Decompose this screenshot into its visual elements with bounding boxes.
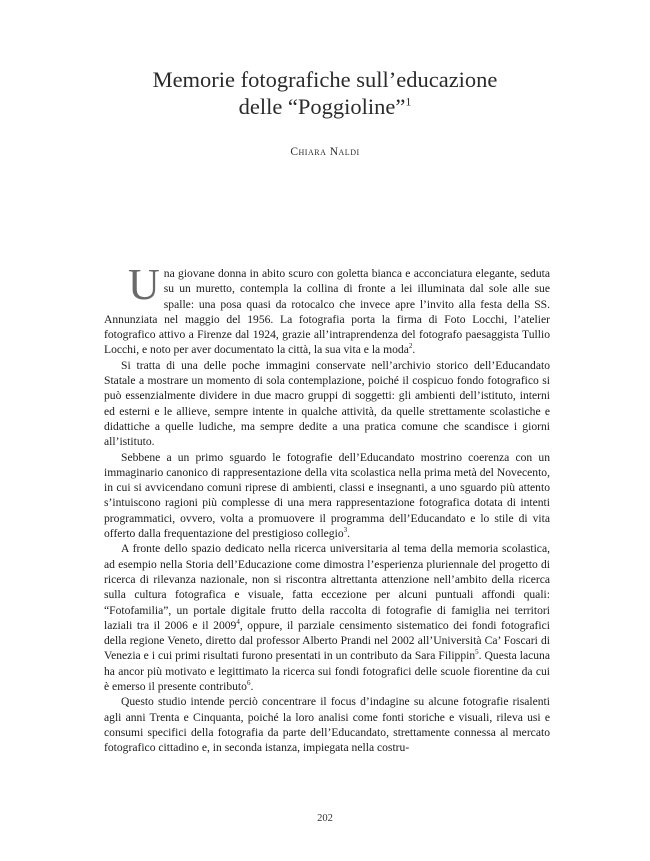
paragraph-3	[104, 450, 550, 542]
title-footnote-ref[interactable]: 1	[405, 94, 412, 109]
footnote-ref-4[interactable]: 4	[236, 617, 240, 626]
paragraph-2: Si tratta di una delle poche immagini conservate nell’archivio storico dell’Educandato Statale a mostrare un momento di sola contemplazione, poiché il cospicuo fondo fotografico si può essenzialmente dividere in due macro gruppi di soggetti: gli ambienti dell’istituto, interni ed esterni e le allieve, sempre intente in qualche attività, da quelle strettamente scolastiche e didattiche a quelle ludiche, ma sempre dedite a una pratica comune che scandisce i giorni all’istituto.	[104, 358, 550, 449]
drop-cap: U	[128, 260, 160, 309]
paragraph-4-text: A fronte dello spazio dedicato nella ricerca universitaria al tema della memoria scolastica, ad esempio nella Storia dell’Educazione come dimostra l’esperienza pluriennale del progetto di ricerca di rilevanza nazionale, non si riscontra altrettanta attenzione nell’ambito della ricerca sulla cultura fotografica e visuale, fatta eccezione per alcuni puntuali affondi quali: “Fotofamilia”, un portale digitale frutto della raccolta di fotografie di famiglia nei territori laziali tra il 2006 e il 2009	[104, 542, 550, 632]
author-name: Chiara Naldi	[290, 146, 360, 158]
paragraph-1-tail: .	[412, 343, 416, 357]
article-body	[104, 260, 550, 756]
article-title	[0, 66, 650, 120]
paragraph-3-text: Sebbene a un primo sguardo le fotografie dell’Educandato mostrino coerenza con un immaginario canonico di rappresentazione della vita scolastica nella prima metà del Novecento, in cui si avvicendano comuni riprese di ambienti, classi e insegnanti, a uno sguardo più attento s’intuiscono ragioni più complesse di una mera rappresentazione fotografica dotata di intenti programmatici, ovvero, volta a promuovere il programma dell’Educandato e lo stile di vita offerto dalla frequentazione del prestigioso collegio	[104, 450, 550, 541]
footnote-ref-3[interactable]: 3	[343, 526, 348, 535]
paragraph-4-text-2: , oppure, il parziale censimento sistematico dei fondi fotografici della regione Veneto, diretto dal professor Alberto Prandi nel 2002 all’Università Ca’ Foscari di Venezia e i cui primi risultati furono presentati in un contributo da Sara Filippin	[104, 618, 550, 663]
paragraph-1	[104, 260, 550, 358]
footnote-ref-6[interactable]: 6	[246, 679, 251, 688]
footnote-ref-5[interactable]: 5	[475, 648, 479, 657]
paragraph-4	[104, 541, 550, 694]
title-line-2	[0, 93, 650, 120]
paragraph-1-text: na giovane donna in abito scuro con goletta bianca e acconciatura elegante, seduta su un muretto, contempla la collina di fronte a lei illuminata dal sole alle sue spalle: una posa quasi da rotocalco che invece apre l’invito alla festa della SS. Annunziata nel maggio del 1956. La fotografia porta la firma di Foto Locchi, l’atelier fotografico attivo a Firenze dal 1924, grazie all’intraprendenza del fotografo paesaggista Tullio Locchi, e noto per aver documentato la città, la sua vita e la moda	[104, 267, 550, 357]
title-line-2-text: delle “Poggioline”	[238, 94, 406, 119]
paragraph-3-tail: .	[347, 527, 351, 541]
page-number: 202	[317, 813, 333, 824]
paragraph-5: Questo studio intende perciò concentrare il focus d’indagine su alcune fotografie risalenti agli anni Trenta e Cinquanta, poiché la loro analisi come fonti storiche e visuali, rileva usi e consumi specifici della fotografia da parte dell’Educandato, strettamente connessa al mercato fotografico cittadino e, in seconda istanza, impiegata nella costru-	[104, 695, 550, 755]
paragraph-4-tail: .	[250, 680, 254, 694]
paragraph-4-text-3: . Questa lacuna ha ancor più motivato e legittimato la ricerca sui fondi fotografici delle scuole fiorentine da cui è emerso il presente contributo	[104, 649, 550, 694]
footnote-ref-2[interactable]: 2	[408, 342, 413, 351]
title-line-1: Memorie fotografiche sull’educazione	[152, 67, 498, 92]
